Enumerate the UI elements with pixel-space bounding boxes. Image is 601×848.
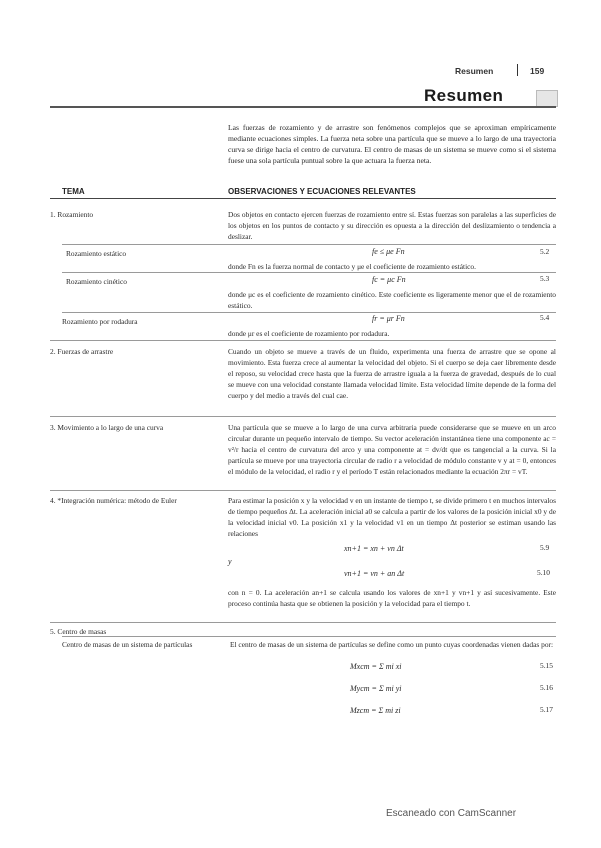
rolling-friction-equation: fr = μr Fn <box>372 314 405 323</box>
section-divider <box>50 416 556 417</box>
equation-number: 5.15 <box>540 661 553 670</box>
section-divider <box>50 340 556 341</box>
page-number: 159 <box>530 66 545 76</box>
section-4-label: 4. *Integración numérica: método de Euler <box>50 496 177 505</box>
equation-number: 5.4 <box>540 313 550 322</box>
section-1-text: Dos objetos en contacto ejercen fuerzas de rozamiento entre sí. Estas fuerzas son paralelas a las superficies de los objetos en los puntos de contacto y su dirección es opuesta a la dirección del deslizamiento o tendencia a deslizar. <box>228 210 556 241</box>
center-of-mass-x-equation: Mxcm = Σ mi xi <box>350 662 402 671</box>
title-rule <box>50 106 556 108</box>
section-divider <box>50 622 556 623</box>
section-2-text: Cuando un objeto se mueve a través de un fluido, experimenta una fuerza de arrastre que se opone al movimiento. Esta fuerza crece al aumentar la velocidad del objeto. Si el cuerpo se deja caer libremente desde el reposo, su velocidad crece hasta que la fuerza de arrastre iguala a la fuerza de gravedad, después de lo cual se mueve con una velocidad constante llamada velocidad límite. Esta velocidad límite depende de la forma del cuerpo y del medio a través del cual cae. <box>228 347 556 400</box>
center-of-mass-label: Centro de masas de un sistema de partículas <box>62 640 193 649</box>
row-divider <box>62 244 556 245</box>
section-3-label: 3. Movimiento a lo largo de una curva <box>50 423 164 432</box>
kinetic-friction-text: donde μc es el coeficiente de rozamiento cinético. Este coeficiente es ligeramente menor que el de rozamiento estático. <box>228 290 556 310</box>
center-of-mass-z-equation: Mzcm = Σ mi zi <box>350 706 401 715</box>
kinetic-friction-label: Rozamiento cinético <box>66 277 127 286</box>
section-4-text-continued: con n = 0. La aceleración an+1 se calcula usando los valores de xn+1 y vn+1 y así sucesivamente. Este proceso continúa hasta que se obtienen la posición y la velocidad para el tiempo t. <box>228 588 556 608</box>
section-divider <box>50 490 556 491</box>
row-divider <box>62 636 556 637</box>
euler-velocity-equation: vn+1 = vn + an Δt <box>344 569 405 578</box>
section-4-text: Para estimar la posición x y la velocidad v en un instante de tiempo t, se divide primero t en muchos intervalos de tiempo pequeños Δt. La aceleración inicial a0 se calcula a partir de los valores de la posición inicial x0 y de la velocidad inicial v0. La posición x1 y la velocidad v1 en un tiempo Δt posterior se estiman usando las relaciones <box>228 496 556 538</box>
static-friction-text: donde Fn es la fuerza normal de contacto y μe el coeficiente de rozamiento estático. <box>228 262 476 271</box>
equation-number: 5.3 <box>540 274 550 283</box>
rolling-friction-text: donde μr es el coeficiente de rozamiento por rodadura. <box>228 329 390 338</box>
intro-paragraph: Las fuerzas de rozamiento y de arrastre son fenómenos complejos que se aproximan empíricamente mediante ecuaciones simples. La fuerza neta sobre una partícula que se mueve a lo largo de una trayectoria curva se dirige hacia el centro de curvatura. El centro de masas de un sistema se mueve como si el sistema fuese una sola partícula puntual sobre la que actuara la fuerza neta. <box>228 123 556 165</box>
rolling-friction-label: Rozamiento por rodadura <box>62 317 138 326</box>
euler-position-equation: xn+1 = xn + vn Δt <box>344 544 404 553</box>
equation-number: 5.10 <box>537 568 550 577</box>
header-divider <box>517 64 518 76</box>
section-2-label: 2. Fuerzas de arrastre <box>50 347 114 356</box>
section-3-text: Una partícula que se mueve a lo largo de una curva arbitraria puede considerarse que se mueve en un arco circular durante un pequeño intervalo de tiempo. Su vector aceleración instantánea tiene una componente ac = v²/r hacia el centro de curvatura del arco y una componente at = dv/dt que es tangencial a la curva. Si la partícula se mueve por una trayectoria circular de radio r a velocidad de módulo constante v y at = 0, entonces el módulo de la velocidad, el radio r y el período T están relacionados mediante la ecuación 2πr = vT. <box>228 423 556 476</box>
equation-number: 5.9 <box>540 543 550 552</box>
center-of-mass-y-equation: Mycm = Σ mi yi <box>350 684 402 693</box>
row-divider <box>62 312 556 313</box>
scanner-watermark: Escaneado con CamScanner <box>386 808 517 819</box>
joiner-text: y <box>228 557 232 566</box>
equation-number: 5.17 <box>540 705 553 714</box>
equation-number: 5.16 <box>540 683 553 692</box>
section-1-label: 1. Rozamiento <box>50 210 94 219</box>
static-friction-label: Rozamiento estático <box>66 249 127 258</box>
equation-number: 5.2 <box>540 247 550 256</box>
running-head: Resumen <box>455 66 494 76</box>
section-5-label: 5. Centro de masas <box>50 627 107 636</box>
header-rule <box>50 198 556 199</box>
row-divider <box>62 272 556 273</box>
static-friction-equation: fe ≤ μe Fn <box>372 247 405 256</box>
page-title: Resumen <box>424 86 504 105</box>
kinetic-friction-equation: fc = μc Fn <box>372 275 406 284</box>
title-ornament <box>536 90 558 107</box>
section-5-text: El centro de masas de un sistema de partículas se define como un punto cuyas coordenadas vienen dadas por: <box>230 640 554 649</box>
column-header-notes: OBSERVACIONES Y ECUACIONES RELEVANTES <box>228 187 416 196</box>
column-header-topic: TEMA <box>62 187 85 196</box>
